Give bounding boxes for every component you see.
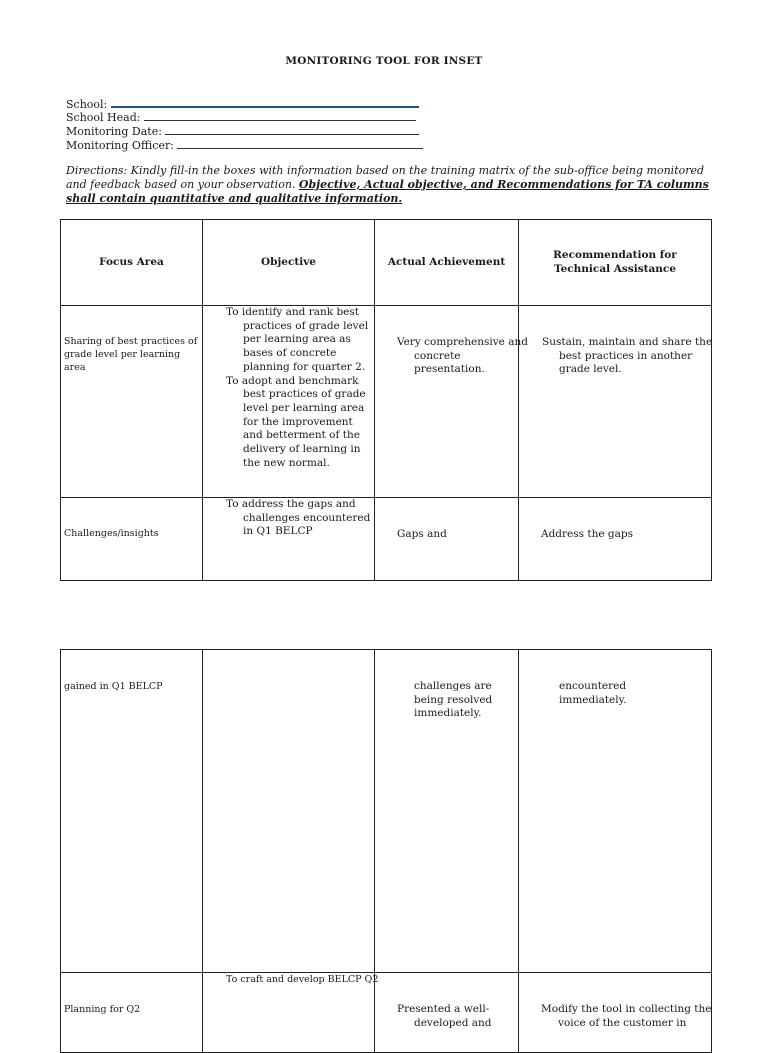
achievement-cell <box>375 306 528 498</box>
monitoring-table-continued <box>60 649 712 1053</box>
document-title: MONITORING TOOL FOR INSET <box>285 55 483 67</box>
monitoring-officer-field <box>66 138 423 153</box>
focus-cell <box>61 498 203 581</box>
focus-text: Sharing of best practices of grade level per learning area <box>64 336 198 373</box>
table-row <box>61 973 712 1053</box>
objective-item: To identify and rank best practices of grade level per learning area as bases of concrete planning for quarter 2. <box>226 306 369 373</box>
recommendation-text: Address the gaps <box>541 528 633 540</box>
objective-item: To craft and develop BELCP Q2 <box>226 974 379 985</box>
recommendation-text: Sustain, maintain and share the best practices in another grade level. <box>542 336 713 376</box>
header-recommendation: Recommendation for Technical Assistance <box>519 220 712 306</box>
header-objective: Objective <box>203 220 375 306</box>
achievement-text: Gaps and <box>397 528 447 540</box>
objective-item: To address the gaps and challenges encountered in Q1 BELCP <box>226 498 371 538</box>
recommendation-text: encountered immediately. <box>559 680 627 706</box>
directions-emphasis: Objective, Actual objective, and Recommendations for TA columns shall contain quantitative and qualitative information. <box>66 178 709 205</box>
objective-cell <box>203 973 379 1053</box>
focus-text: Challenges/insights <box>64 528 159 539</box>
objective-cell <box>203 650 375 973</box>
monitoring-date-label: Monitoring Date: <box>66 125 162 138</box>
directions-text: Directions: Kindly fill-in the boxes with information based on the training matrix of the sub-office being monitored and feedback based on your observation. <box>66 164 705 191</box>
recommendation-cell <box>519 498 712 581</box>
monitoring-table <box>60 219 712 581</box>
achievement-cell <box>375 498 519 581</box>
achievement-text: Very comprehensive and concrete presentation. <box>397 336 528 376</box>
objective-cell <box>203 306 375 498</box>
recommendation-cell <box>519 650 712 973</box>
monitoring-officer-underline[interactable] <box>177 138 423 149</box>
table-header-row <box>61 220 712 306</box>
focus-cell <box>61 650 203 973</box>
achievement-text: challenges are being resolved immediately. <box>414 680 493 720</box>
focus-text: Planning for Q2 <box>64 1004 141 1015</box>
table-row <box>61 498 712 581</box>
school-head-label: School Head: <box>66 111 141 124</box>
achievement-cell <box>375 650 519 973</box>
objective-cell <box>203 498 375 581</box>
directions <box>66 164 716 206</box>
school-head-underline[interactable] <box>144 110 416 121</box>
table-row <box>61 650 712 973</box>
recommendation-text: Modify the tool in collecting the voice of the customer in <box>541 1003 712 1029</box>
monitoring-date-underline[interactable] <box>165 124 419 135</box>
achievement-cell <box>375 973 519 1053</box>
monitoring-officer-label: Monitoring Officer: <box>66 139 174 152</box>
table-row <box>61 306 712 498</box>
school-head-field <box>66 110 416 125</box>
recommendation-cell <box>519 306 712 498</box>
achievement-text: Presented a well-developed and <box>397 1003 492 1029</box>
focus-text: gained in Q1 BELCP <box>64 681 163 692</box>
focus-cell <box>61 306 203 498</box>
focus-cell <box>61 973 203 1053</box>
school-label: School: <box>66 98 108 111</box>
header-focus-area: Focus Area <box>61 220 203 306</box>
recommendation-cell <box>519 973 712 1053</box>
monitoring-date-field <box>66 124 419 139</box>
school-underline[interactable] <box>111 96 419 108</box>
objective-item: To adopt and benchmark best practices of grade level per learning area for the improvement and betterment of the delivery of learning in the new normal. <box>226 374 366 469</box>
header-actual-achievement: Actual Achievement <box>375 220 519 306</box>
